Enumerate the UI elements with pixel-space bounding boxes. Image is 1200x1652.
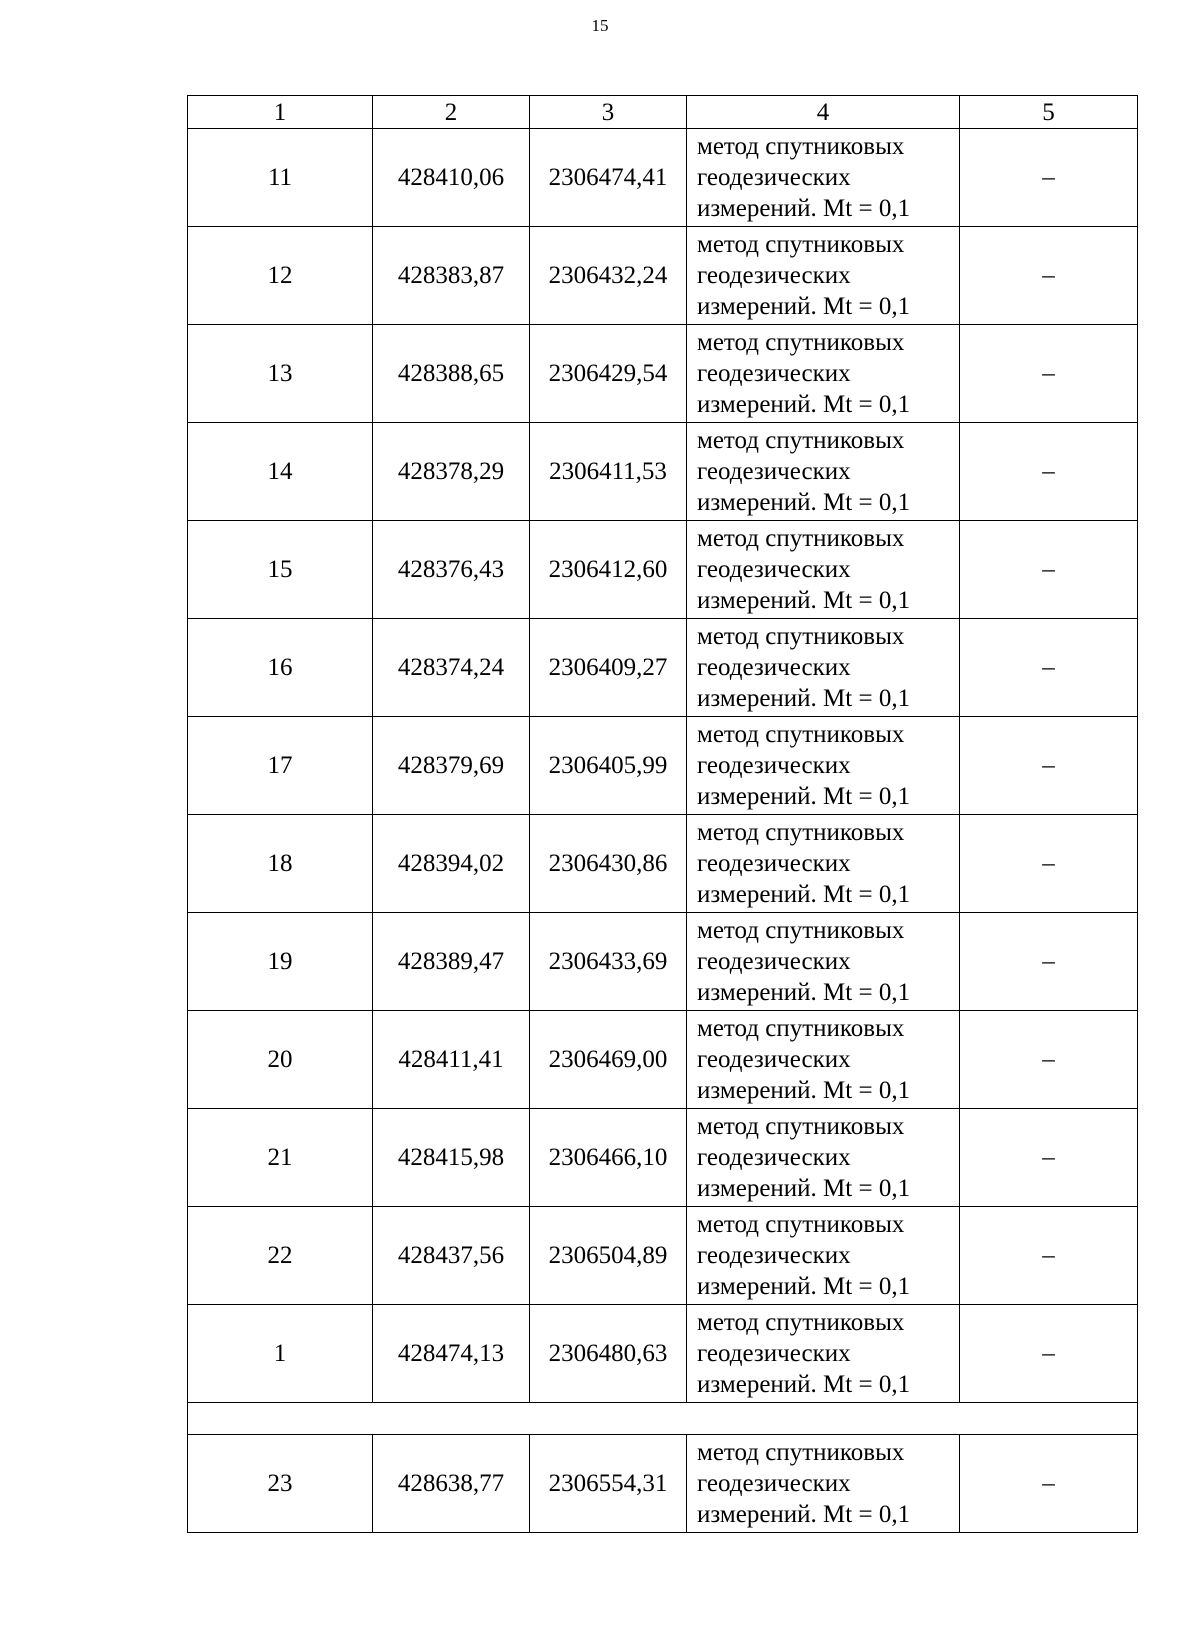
point-number-cell: 1	[188, 1305, 373, 1403]
x-coordinate-cell: 428378,29	[373, 423, 530, 521]
x-coordinate-cell: 428638,77	[373, 1435, 530, 1533]
method-cell	[687, 227, 960, 325]
method-text-line: метод спутниковых	[697, 1015, 905, 1042]
point-number-cell: 23	[188, 1435, 373, 1533]
method-text-line: измерений. Mt = 0,1	[697, 979, 911, 1006]
method-cell	[687, 815, 960, 913]
method-cell	[687, 913, 960, 1011]
method-cell	[687, 423, 960, 521]
point-number-cell: 18	[188, 815, 373, 913]
y-coordinate-cell: 2306469,00	[530, 1011, 687, 1109]
y-coordinate-cell: 2306411,53	[530, 423, 687, 521]
point-number-cell: 19	[188, 913, 373, 1011]
method-text-line: геодезических	[697, 556, 851, 583]
y-coordinate-cell: 2306432,24	[530, 227, 687, 325]
table-row	[188, 913, 1138, 1011]
method-text-line: метод спутниковых	[697, 1211, 905, 1238]
point-number-cell: 11	[188, 129, 373, 227]
method-text-line: метод спутниковых	[697, 133, 905, 160]
point-number-cell: 22	[188, 1207, 373, 1305]
method-text-line: геодезических	[697, 1242, 851, 1269]
y-coordinate-cell: 2306480,63	[530, 1305, 687, 1403]
point-number-cell: 16	[188, 619, 373, 717]
method-text-line: геодезических	[697, 1340, 851, 1367]
method-cell	[687, 1305, 960, 1403]
x-coordinate-cell: 428474,13	[373, 1305, 530, 1403]
method-text-line: метод спутниковых	[697, 819, 905, 846]
x-coordinate-cell: 428374,24	[373, 619, 530, 717]
method-text-line: измерений. Mt = 0,1	[697, 1501, 911, 1528]
method-text-line: геодезических	[697, 752, 851, 779]
method-text-line: измерений. Mt = 0,1	[697, 1077, 911, 1104]
method-text-line: измерений. Mt = 0,1	[697, 685, 911, 712]
y-coordinate-cell: 2306554,31	[530, 1435, 687, 1533]
method-text-line: геодезических	[697, 164, 851, 191]
note-cell: –	[960, 1109, 1138, 1207]
method-text-line: измерений. Mt = 0,1	[697, 881, 911, 908]
point-number-cell: 15	[188, 521, 373, 619]
method-cell	[687, 521, 960, 619]
note-cell: –	[960, 325, 1138, 423]
point-number-cell: 21	[188, 1109, 373, 1207]
method-cell	[687, 1109, 960, 1207]
method-text-line: геодезических	[697, 1470, 851, 1497]
method-text-line: геодезических	[697, 654, 851, 681]
y-coordinate-cell: 2306405,99	[530, 717, 687, 815]
y-coordinate-cell: 2306474,41	[530, 129, 687, 227]
y-coordinate-cell: 2306466,10	[530, 1109, 687, 1207]
column-header-1: 1	[188, 96, 373, 129]
method-text-line: метод спутниковых	[697, 623, 905, 650]
method-text-line: метод спутниковых	[697, 329, 905, 356]
table-body	[188, 129, 1138, 1533]
x-coordinate-cell: 428379,69	[373, 717, 530, 815]
method-text-line: измерений. Mt = 0,1	[697, 293, 911, 320]
separator-cell	[188, 1403, 1138, 1435]
method-text-line: геодезических	[697, 1046, 851, 1073]
note-cell: –	[960, 619, 1138, 717]
point-number-cell: 17	[188, 717, 373, 815]
y-coordinate-cell: 2306429,54	[530, 325, 687, 423]
table-row	[188, 1109, 1138, 1207]
x-coordinate-cell: 428411,41	[373, 1011, 530, 1109]
point-number-cell: 20	[188, 1011, 373, 1109]
method-text-line: измерений. Mt = 0,1	[697, 489, 911, 516]
note-cell: –	[960, 1207, 1138, 1305]
table-row	[188, 619, 1138, 717]
note-cell: –	[960, 1305, 1138, 1403]
method-text-line: геодезических	[697, 360, 851, 387]
table-row	[188, 1305, 1138, 1403]
column-header-2: 2	[373, 96, 530, 129]
x-coordinate-cell: 428383,87	[373, 227, 530, 325]
method-text-line: метод спутниковых	[697, 427, 905, 454]
table-row	[188, 815, 1138, 913]
method-text-line: геодезических	[697, 850, 851, 877]
method-text-line: геодезических	[697, 262, 851, 289]
table-row	[188, 423, 1138, 521]
method-text-line: геодезических	[697, 458, 851, 485]
method-cell	[687, 1435, 960, 1533]
method-text-line: измерений. Mt = 0,1	[697, 391, 911, 418]
x-coordinate-cell: 428388,65	[373, 325, 530, 423]
method-text-line: метод спутниковых	[697, 525, 905, 552]
method-text-line: геодезических	[697, 948, 851, 975]
x-coordinate-cell: 428394,02	[373, 815, 530, 913]
method-text-line: измерений. Mt = 0,1	[697, 1175, 911, 1202]
y-coordinate-cell: 2306433,69	[530, 913, 687, 1011]
column-header-3: 3	[530, 96, 687, 129]
point-number-cell: 12	[188, 227, 373, 325]
method-cell	[687, 717, 960, 815]
method-text-line: измерений. Mt = 0,1	[697, 587, 911, 614]
method-text-line: метод спутниковых	[697, 1113, 905, 1140]
method-cell	[687, 1207, 960, 1305]
method-text-line: метод спутниковых	[697, 721, 905, 748]
table-row	[188, 717, 1138, 815]
note-cell: –	[960, 1435, 1138, 1533]
note-cell: –	[960, 913, 1138, 1011]
point-number-cell: 13	[188, 325, 373, 423]
note-cell: –	[960, 717, 1138, 815]
column-header-5: 5	[960, 96, 1138, 129]
method-text-line: метод спутниковых	[697, 1309, 905, 1336]
table-row	[188, 227, 1138, 325]
note-cell: –	[960, 423, 1138, 521]
y-coordinate-cell: 2306412,60	[530, 521, 687, 619]
table-row	[188, 521, 1138, 619]
separator-row	[188, 1403, 1138, 1435]
y-coordinate-cell: 2306409,27	[530, 619, 687, 717]
column-header-4: 4	[687, 96, 960, 129]
x-coordinate-cell: 428437,56	[373, 1207, 530, 1305]
table-header	[188, 96, 1138, 129]
y-coordinate-cell: 2306430,86	[530, 815, 687, 913]
x-coordinate-cell: 428376,43	[373, 521, 530, 619]
table-row	[188, 1011, 1138, 1109]
x-coordinate-cell: 428389,47	[373, 913, 530, 1011]
method-cell	[687, 325, 960, 423]
method-text-line: измерений. Mt = 0,1	[697, 1371, 911, 1398]
method-text-line: геодезических	[697, 1144, 851, 1171]
x-coordinate-cell: 428410,06	[373, 129, 530, 227]
method-cell	[687, 129, 960, 227]
table-row	[188, 129, 1138, 227]
x-coordinate-cell: 428415,98	[373, 1109, 530, 1207]
method-text-line: метод спутниковых	[697, 917, 905, 944]
method-text-line: метод спутниковых	[697, 231, 905, 258]
page-number: 15	[591, 16, 609, 35]
method-text-line: измерений. Mt = 0,1	[697, 195, 911, 222]
header-row	[188, 96, 1138, 129]
note-cell: –	[960, 129, 1138, 227]
method-text-line: метод спутниковых	[697, 1439, 905, 1466]
note-cell: –	[960, 1011, 1138, 1109]
method-text-line: измерений. Mt = 0,1	[697, 1273, 911, 1300]
note-cell: –	[960, 815, 1138, 913]
y-coordinate-cell: 2306504,89	[530, 1207, 687, 1305]
note-cell: –	[960, 521, 1138, 619]
coordinates-table	[187, 95, 1138, 1533]
table-row	[188, 1207, 1138, 1305]
note-cell: –	[960, 227, 1138, 325]
method-text-line: измерений. Mt = 0,1	[697, 783, 911, 810]
table-row	[188, 325, 1138, 423]
point-number-cell: 14	[188, 423, 373, 521]
method-cell	[687, 1011, 960, 1109]
table-row	[188, 1435, 1138, 1533]
method-cell	[687, 619, 960, 717]
